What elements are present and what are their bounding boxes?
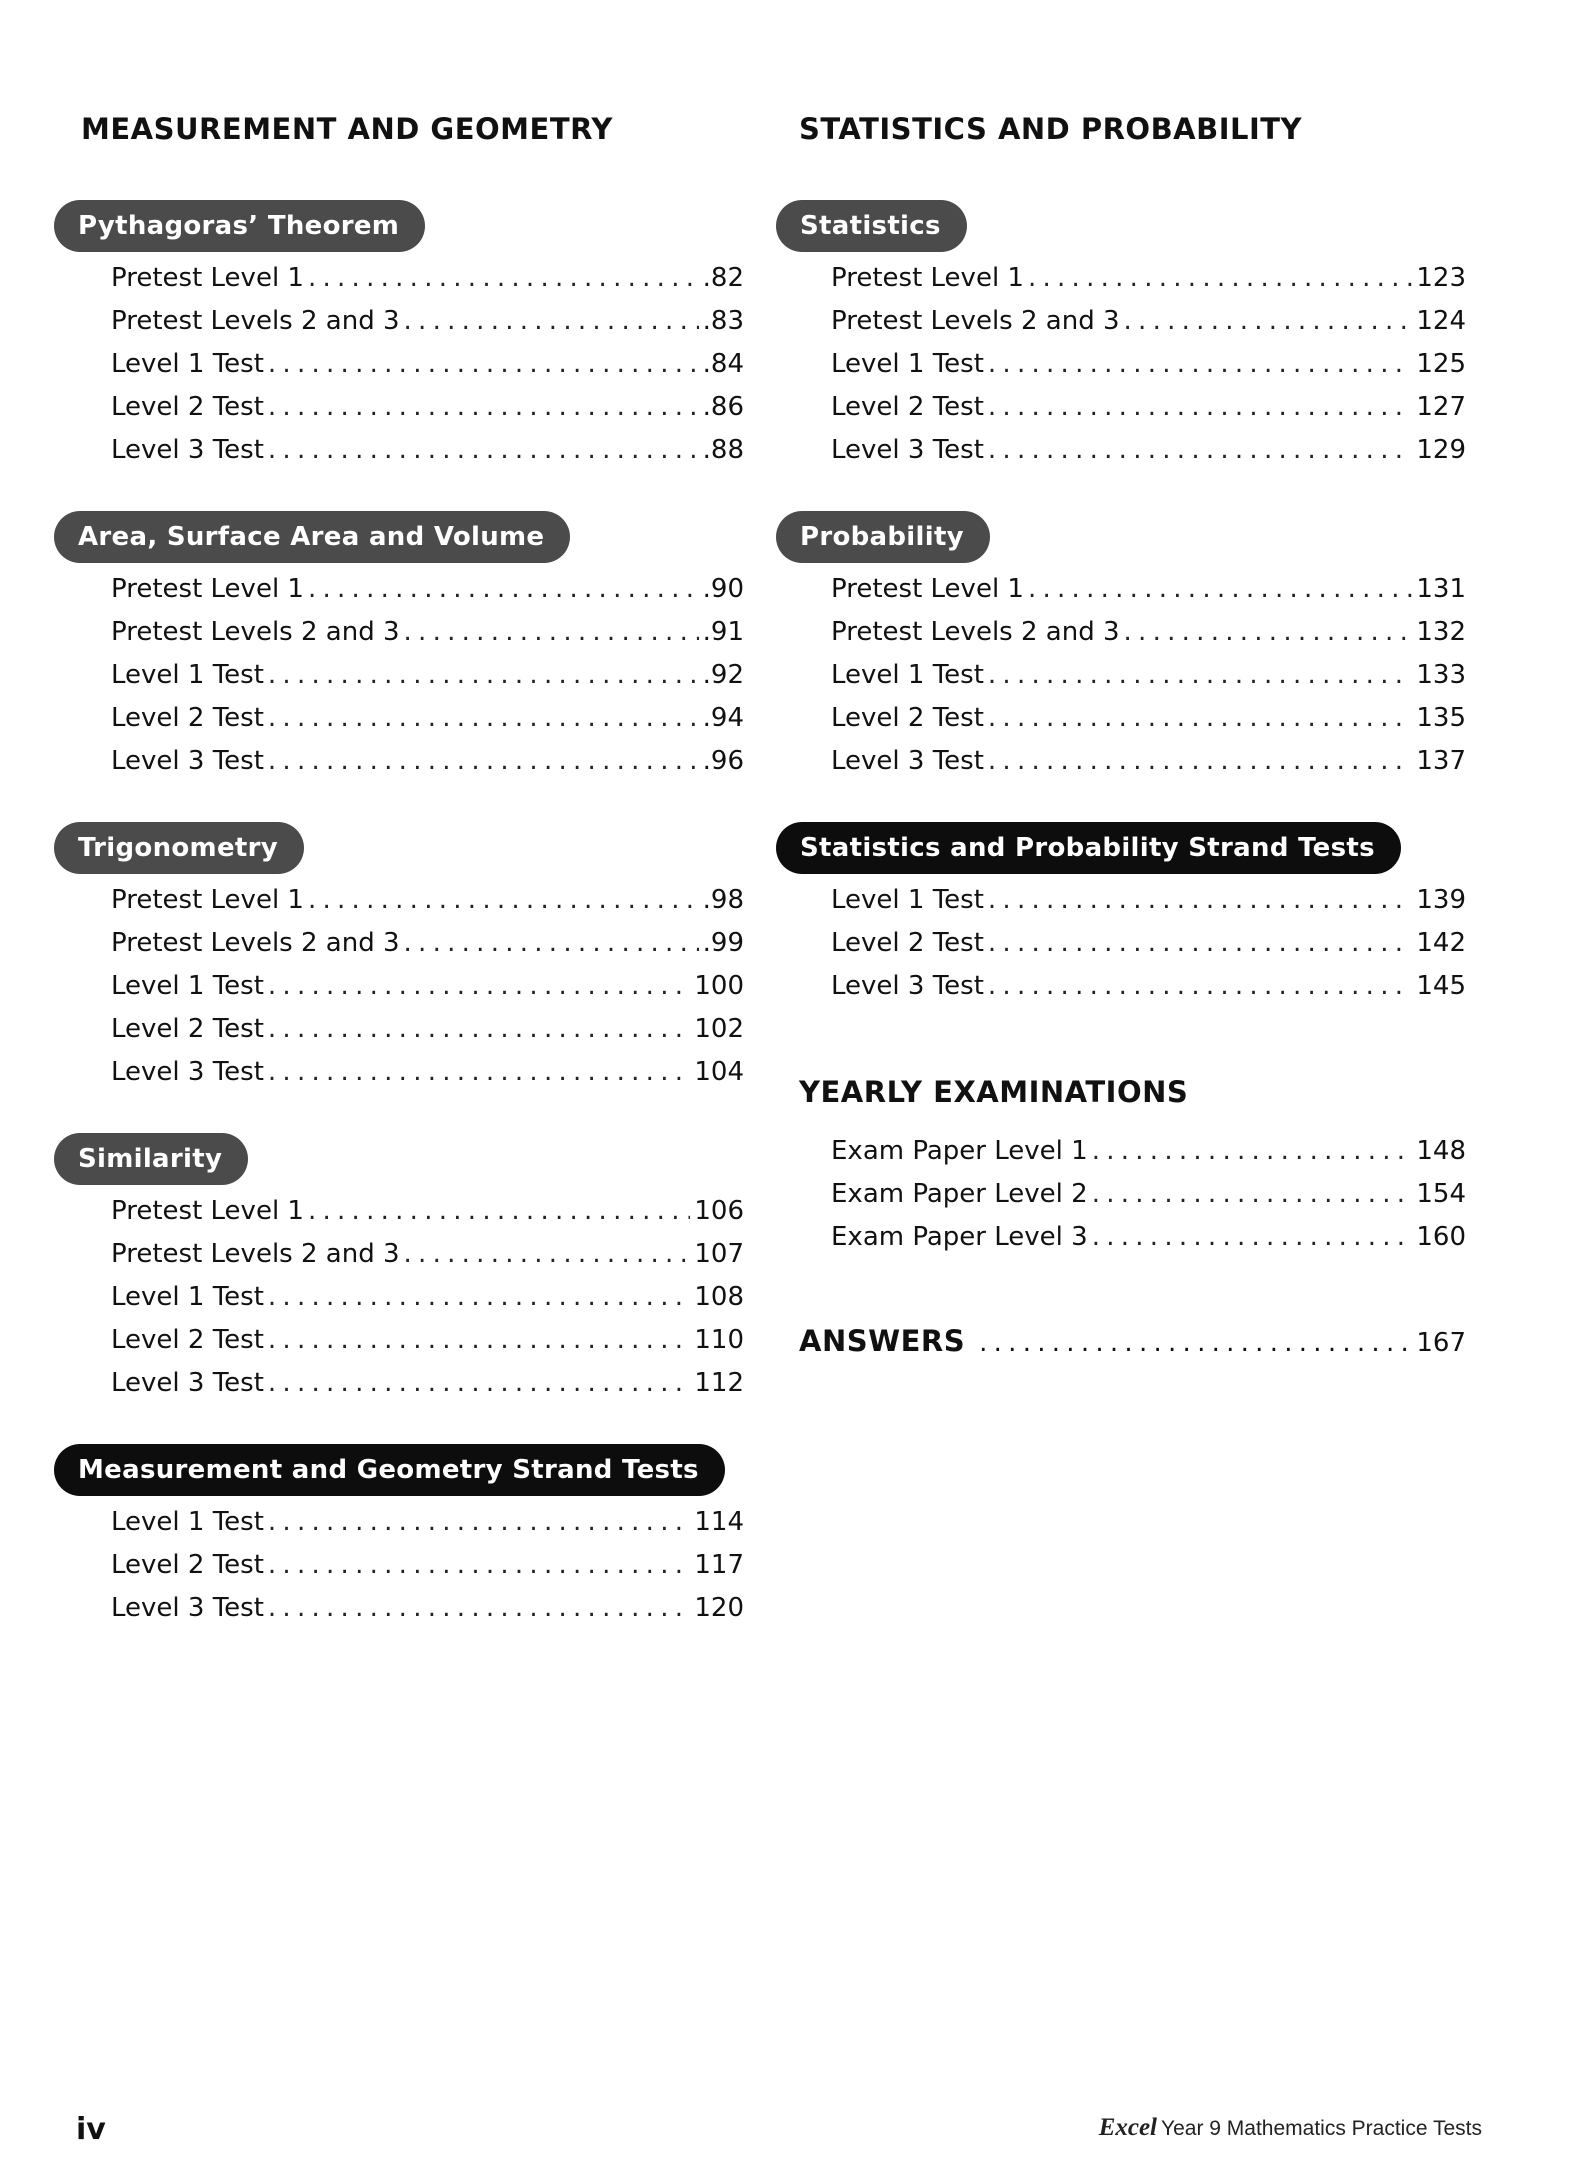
entry-label: Level 1 Test [831,885,984,915]
leader-dots [988,660,1412,690]
leader-dots [988,971,1412,1001]
section-entries-pythagoras [111,263,744,478]
leader-dots [404,617,699,647]
toc-entry[interactable] [111,1550,744,1593]
leader-dots [308,1196,690,1226]
toc-entry[interactable] [831,574,1466,617]
toc-entry[interactable] [831,263,1466,306]
entry-label: Level 2 Test [831,928,984,958]
leader-dots [268,660,699,690]
answers-label: ANSWERS [799,1324,966,1358]
leader-dots [988,885,1412,915]
entry-label: Level 3 Test [111,1593,264,1623]
toc-entry[interactable] [831,928,1466,971]
entry-label: Level 1 Test [831,660,984,690]
toc-entry[interactable] [831,392,1466,435]
entry-page: 124 [1416,306,1466,336]
leader-dots [988,349,1412,379]
entry-label: Level 1 Test [831,349,984,379]
entry-label: Pretest Level 1 [111,574,304,604]
entry-page: .90 [702,574,744,604]
section-entries-probability [831,574,1466,789]
answers-entry[interactable] [799,1324,1466,1358]
entry-label: Level 3 Test [111,435,264,465]
toc-entry[interactable] [111,746,744,789]
entry-label: Level 1 Test [111,1507,264,1537]
entry-label: Pretest Level 1 [111,263,304,293]
leader-dots [268,349,699,379]
entry-page: 107 [694,1239,744,1269]
leader-dots [268,392,699,422]
toc-entry[interactable] [111,1368,744,1411]
entry-page: 110 [694,1325,744,1355]
entry-label: Exam Paper Level 3 [831,1222,1088,1252]
entry-page: 132 [1416,617,1466,647]
section-entries-trigonometry [111,885,744,1100]
footer-title-text: Year 9 Mathematics Practice Tests [1161,2117,1482,2140]
entry-page: .96 [702,746,744,776]
leader-dots [268,971,690,1001]
entry-page: 137 [1416,746,1466,776]
entry-page: .99 [702,928,744,958]
entry-label: Pretest Levels 2 and 3 [111,306,400,336]
entry-label: Pretest Level 1 [111,885,304,915]
entry-label: Level 1 Test [111,971,264,1001]
entry-label: Level 3 Test [111,746,264,776]
section-pill-probability: Probability [776,511,990,563]
toc-entry[interactable] [111,885,744,928]
toc-entry[interactable] [831,1222,1466,1265]
entry-page: 133 [1416,660,1466,690]
toc-entry[interactable] [831,885,1466,928]
entry-page: 104 [694,1057,744,1087]
leader-dots [268,1550,690,1580]
leader-dots [268,1282,690,1312]
toc-entry[interactable] [831,703,1466,746]
leader-dots [988,746,1412,776]
entry-page: 114 [694,1507,744,1537]
toc-entry[interactable] [831,1136,1466,1179]
entry-page: .82 [702,263,744,293]
entry-page: .92 [702,660,744,690]
entry-page: .98 [702,885,744,915]
entry-label: Level 3 Test [831,746,984,776]
entry-label: Level 2 Test [111,392,264,422]
leader-dots [404,1239,691,1269]
toc-entry[interactable] [831,1179,1466,1222]
entry-page: .88 [702,435,744,465]
entry-page: 102 [694,1014,744,1044]
toc-entry[interactable] [111,928,744,971]
strand-title-measurement-geometry: MEASUREMENT AND GEOMETRY [81,112,613,146]
toc-entry[interactable] [111,1593,744,1636]
entry-label: Level 2 Test [831,392,984,422]
entry-label: Exam Paper Level 1 [831,1136,1088,1166]
leader-dots [268,703,699,733]
section-pill-sp-strand-tests: Statistics and Probability Strand Tests [776,822,1401,874]
entry-page: .84 [702,349,744,379]
entry-label: Level 1 Test [111,349,264,379]
toc-entry[interactable] [831,435,1466,478]
entry-label: Level 1 Test [111,1282,264,1312]
entry-label: Level 2 Test [111,1014,264,1044]
leader-dots [308,574,699,604]
entry-page: 129 [1416,435,1466,465]
toc-entry[interactable] [111,703,744,746]
leader-dots [988,928,1412,958]
leader-dots [1092,1136,1413,1166]
entry-page: 142 [1416,928,1466,958]
entry-page: 108 [694,1282,744,1312]
toc-entry[interactable] [111,1239,744,1282]
yearly-examinations-title: YEARLY EXAMINATIONS [799,1075,1189,1109]
entry-page: 154 [1416,1179,1466,1209]
entry-page: 120 [694,1593,744,1623]
leader-dots [988,392,1412,422]
entry-label: Pretest Levels 2 and 3 [111,928,400,958]
toc-entry[interactable] [111,1507,744,1550]
entry-page: .83 [702,306,744,336]
toc-entry[interactable] [111,971,744,1014]
entry-label: Level 3 Test [111,1368,264,1398]
entry-label: Exam Paper Level 2 [831,1179,1088,1209]
leader-dots [404,928,699,958]
leader-dots [1092,1222,1413,1252]
leader-dots [268,1014,690,1044]
entry-label: Level 1 Test [111,660,264,690]
leader-dots [988,703,1412,733]
leader-dots [268,435,699,465]
entry-page: .91 [702,617,744,647]
entry-page: 117 [694,1550,744,1580]
leader-dots [1124,306,1413,336]
entry-page: 160 [1416,1222,1466,1252]
section-pill-statistics: Statistics [776,200,967,252]
entry-label: Pretest Levels 2 and 3 [111,617,400,647]
section-entries-statistics [831,263,1466,478]
footer-book-title [1099,2114,1482,2142]
toc-entry[interactable] [831,660,1466,703]
leader-dots [268,1325,690,1355]
toc-entry[interactable] [831,349,1466,392]
leader-dots [268,1057,690,1087]
toc-entry[interactable] [111,349,744,392]
toc-entry[interactable] [111,1057,744,1100]
leader-dots [1028,263,1412,293]
toc-entry[interactable] [111,660,744,703]
leader-dots [268,1593,690,1623]
leader-dots [308,263,699,293]
section-entries-mg-strand-tests [111,1507,744,1636]
section-entries-sp-strand-tests [831,885,1466,1014]
section-entries-similarity [111,1196,744,1411]
toc-entry[interactable] [111,263,744,306]
leader-dots [1028,574,1412,604]
section-pill-similarity: Similarity [54,1133,248,1185]
section-pill-area: Area, Surface Area and Volume [54,511,570,563]
leader-dots [268,1507,690,1537]
footer-page-number: iv [76,2112,106,2147]
entry-page: 106 [694,1196,744,1226]
toc-entry[interactable] [831,971,1466,1014]
entry-label: Level 3 Test [831,971,984,1001]
toc-entry[interactable] [111,1282,744,1325]
toc-entry[interactable] [831,617,1466,660]
entry-page: .94 [702,703,744,733]
leader-dots [1124,617,1413,647]
entry-page: 125 [1416,349,1466,379]
entry-page: 131 [1416,574,1466,604]
toc-entry[interactable] [111,1014,744,1057]
entry-page: .86 [702,392,744,422]
leader-dots [268,746,699,776]
answers-page: 167 [1416,1328,1466,1358]
section-entries-area [111,574,744,789]
leader-dots [308,885,699,915]
entry-label: Level 2 Test [111,1550,264,1580]
entry-label: Level 3 Test [831,435,984,465]
entry-label: Pretest Levels 2 and 3 [831,306,1120,336]
entry-label: Level 2 Test [111,703,264,733]
entry-label: Level 2 Test [831,703,984,733]
section-pill-mg-strand-tests: Measurement and Geometry Strand Tests [54,1444,725,1496]
toc-entry[interactable] [111,392,744,435]
leader-dots [268,1368,690,1398]
toc-entry[interactable] [111,1196,744,1239]
section-pill-trigonometry: Trigonometry [54,822,304,874]
entry-page: 135 [1416,703,1466,733]
toc-entry[interactable] [831,306,1466,349]
strand-title-statistics-probability: STATISTICS AND PROBABILITY [799,112,1303,146]
toc-entry[interactable] [111,435,744,478]
yearly-examinations-entries [831,1136,1466,1265]
entry-page: 100 [694,971,744,1001]
entry-label: Pretest Level 1 [111,1196,304,1226]
entry-label: Pretest Levels 2 and 3 [831,617,1120,647]
entry-label: Level 3 Test [111,1057,264,1087]
entry-label: Level 2 Test [111,1325,264,1355]
entry-page: 139 [1416,885,1466,915]
entry-page: 127 [1416,392,1466,422]
entry-page: 145 [1416,971,1466,1001]
toc-entry[interactable] [111,1325,744,1368]
toc-entry[interactable] [111,617,744,660]
leader-dots [988,435,1412,465]
toc-entry[interactable] [831,746,1466,789]
leader-dots [404,306,699,336]
entry-label: Pretest Levels 2 and 3 [111,1239,400,1269]
toc-entry[interactable] [111,306,744,349]
entry-label: Pretest Level 1 [831,263,1024,293]
leader-dots [1092,1179,1413,1209]
entry-page: 112 [694,1368,744,1398]
entry-page: 123 [1416,263,1466,293]
toc-entry[interactable] [111,574,744,617]
entry-label: Pretest Level 1 [831,574,1024,604]
footer-brand: Excel [1098,2114,1158,2141]
section-pill-pythagoras: Pythagoras’ Theorem [54,200,425,252]
entry-page: 148 [1416,1136,1466,1166]
leader-dots [979,1328,1410,1358]
